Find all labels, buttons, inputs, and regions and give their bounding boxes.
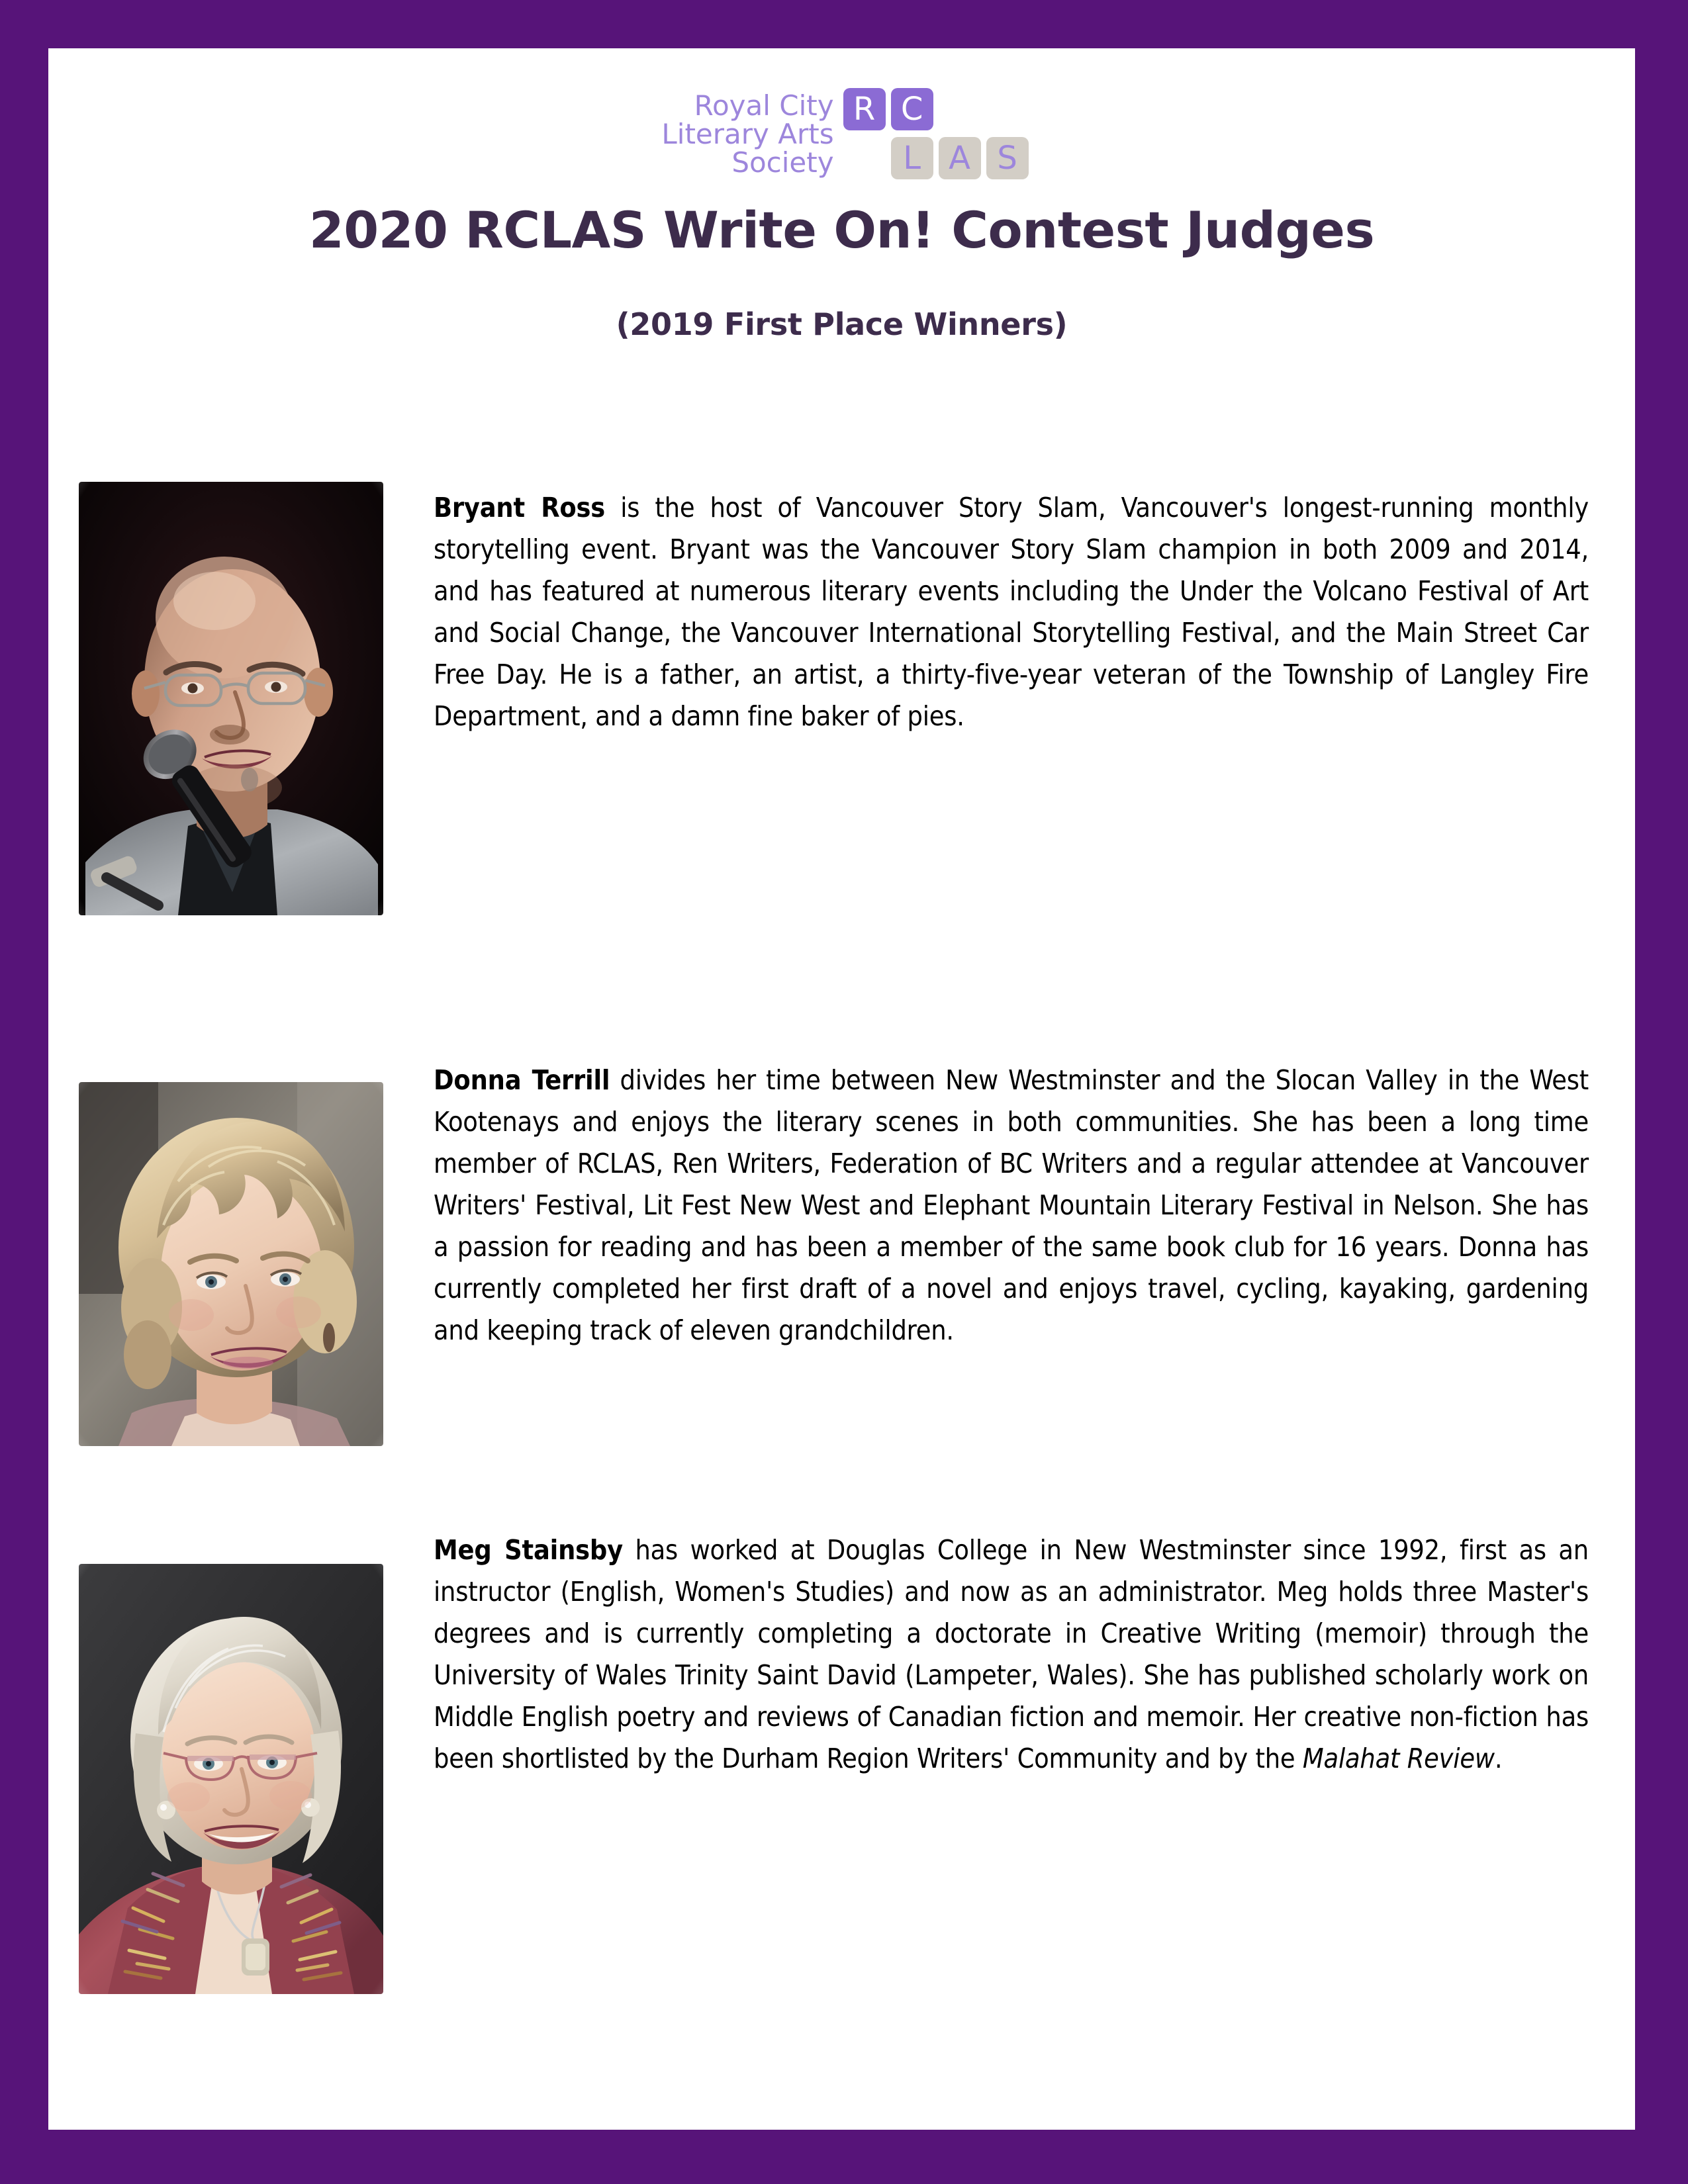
portrait-donna-terrill <box>79 1082 383 1446</box>
portrait-bryant-ross <box>79 482 383 915</box>
judge-bio-text-donna-terrill: divides her time between New Westminster and the Slocan Valley in the West Kootenays and enjoys the literary scenes in both communities. She has been a long time member of RCLAS, Ren Writers, Federation of BC Writers and a regular attendee at Vancouver Writers' Festival, Lit Fest New West and Elephant Mountain Literary Festival in Nelson. She has a passion for reading and has been a member of the same book club for 16 years. Donna has currently completed her first draft of a novel and enjoys travel, cycling, kayaking, gardening and keeping track of eleven grandchildren. <box>434 1064 1589 1346</box>
page-title: 2020 RCLAS Write On! Contest Judges <box>308 201 1375 259</box>
judge-bio-citation-malahat-review: Malahat Review <box>1302 1743 1495 1774</box>
logo-tile-l: L <box>891 137 933 179</box>
logo-line-2: Literary Arts <box>661 117 834 150</box>
judge-name-meg-stainsby: Meg Stainsby <box>434 1534 623 1566</box>
judge-bio-donna-terrill <box>434 1060 1589 1351</box>
logo-line-3: Society <box>731 146 834 179</box>
judge-name-donna-terrill: Donna Terrill <box>434 1064 610 1096</box>
logo-tile-a: A <box>939 137 981 179</box>
judge-bio-text-bryant-ross: is the host of Vancouver Story Slam, Vancouver's longest-running monthly storytelling event. Bryant was the Vancouver Story Slam champion in both 2009 and 2014, and has featured at numerous literary events including the Under the Volcano Festival of Art and Social Change, the Vancouver International Storytelling Festival, and the Main Street Car Free Day. He is a father, an artist, a thirty-five-year veteran of the Township of Langley Fire Department, and a damn fine baker of pies. <box>434 492 1589 732</box>
logo-letter-tiles <box>843 88 1022 194</box>
page-content-area <box>48 48 1635 2130</box>
judge-bio-text-meg-stainsby-part1: has worked at Douglas College in New Westminster since 1992, first as an instructor (English, Women's Studies) and now as an administrator. Meg holds three Master's degrees and is currently completing a doctorate in Creative Writing (memoir) through the University of Wales Trinity Saint David (Lampeter, Wales). She has published scholarly work on Middle English poetry and reviews of Canadian fiction and memoir. Her creative non-fiction has been shortlisted by the Durham Region Writers' Community and by the <box>434 1534 1589 1774</box>
rclas-logo <box>48 88 1635 194</box>
portrait-donna-terrill-image <box>79 1082 383 1446</box>
portrait-meg-stainsby-image <box>79 1564 383 1994</box>
judge-bio-text-meg-stainsby-part2: . <box>1494 1743 1503 1774</box>
judge-bio-bryant-ross <box>434 487 1589 737</box>
judge-name-bryant-ross: Bryant Ross <box>434 492 606 523</box>
logo-group <box>661 88 1021 194</box>
portrait-bryant-ross-image <box>79 482 383 915</box>
logo-tile-c: C <box>891 88 933 130</box>
logo-line-1: Royal City <box>694 89 834 122</box>
portrait-meg-stainsby <box>79 1564 383 1994</box>
logo-tile-r: R <box>843 88 886 130</box>
logo-wordmark <box>661 88 833 177</box>
judge-bio-meg-stainsby <box>434 1529 1589 1780</box>
logo-tile-s: S <box>986 137 1029 179</box>
page-subtitle: (2019 First Place Winners) <box>616 306 1068 342</box>
